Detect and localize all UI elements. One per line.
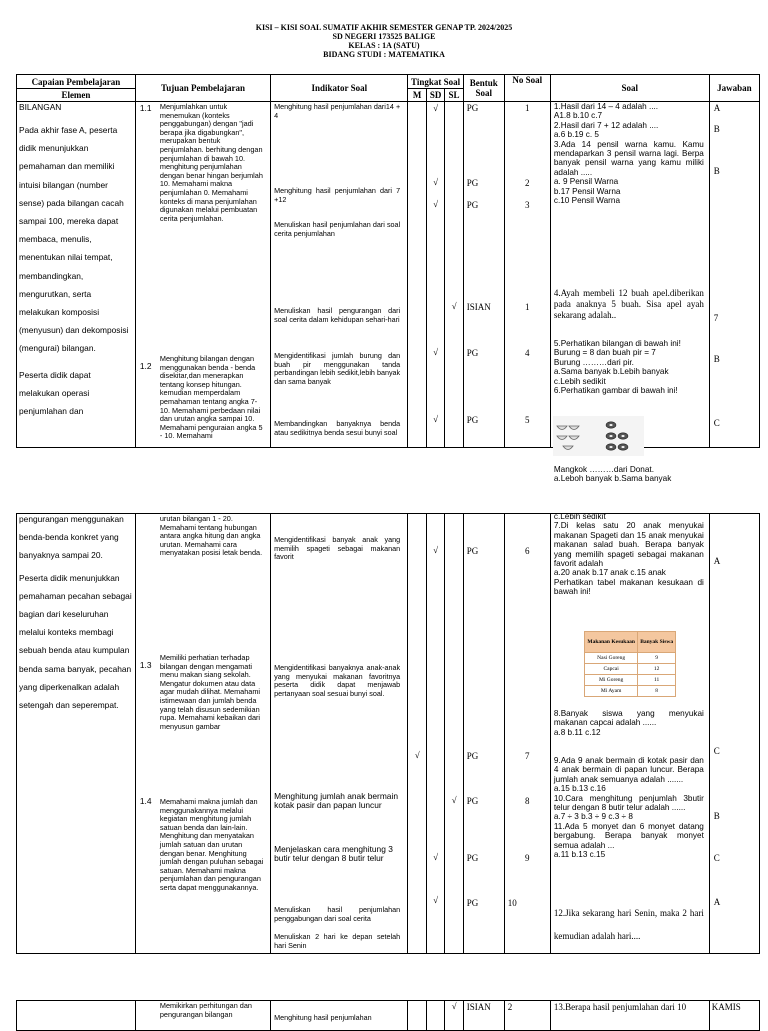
elemen-label: BILANGAN (19, 102, 62, 112)
soal-options: b.17 Pensil Warna (553, 186, 621, 196)
capaian-cell (17, 1001, 136, 1031)
no-soal-value: 2 (507, 1002, 513, 1012)
soal-item (554, 465, 704, 484)
indikator-cell (271, 1001, 408, 1031)
soal-item (554, 102, 704, 205)
tingkat-m-cell (408, 514, 426, 954)
soal-question: Mangkok ………dari Donat. (553, 465, 654, 474)
jawaban-cell (709, 102, 759, 448)
fav-food: Nasi Goreng (584, 653, 638, 664)
col-header-no-soal: No Soal (504, 75, 550, 102)
col-header-tujuan: Tujuan Pembelajaran (135, 75, 270, 102)
soal-cell (550, 102, 709, 484)
bentuk-value: PG (466, 853, 479, 863)
bentuk-cell (463, 1001, 504, 1031)
soal-options: a.6 b.19 c. 5 (553, 130, 599, 140)
no-soal-value: 2 (525, 178, 530, 188)
check-mark: √ (433, 414, 439, 424)
document-title-1: KISI – KISI SOAL SUMATIF AKHIR SEMESTER GENAP TP. 2024/2025 (255, 23, 513, 32)
soal-item (554, 512, 704, 597)
soal-options: c.Lebih sedikit (553, 376, 606, 386)
col-header-elemen: Elemen (17, 89, 136, 102)
check-mark: √ (433, 895, 439, 905)
tingkat-sd-cell (426, 1001, 444, 1031)
col-header-sd: SD (426, 89, 444, 102)
bentuk-value: PG (466, 415, 479, 425)
fav-food: Capcai (584, 664, 638, 675)
soal-question: 1.Hasil dari 14 – 4 adalah .... (553, 102, 659, 111)
tujuan-cell (135, 102, 270, 448)
bentuk-value: PG (466, 796, 479, 806)
check-mark: √ (433, 177, 439, 187)
soal-item: 12.Jika sekarang hari Senin, maka 2 hari kemudian adalah hari.... (553, 908, 704, 941)
jawaban-value: KAMIS (711, 1002, 741, 1012)
no-soal-value: 7 (525, 751, 530, 761)
bentuk-value: PG (466, 898, 479, 908)
soal-options: a.11 b.13 c.15 (553, 850, 606, 860)
capaian-cell (17, 102, 136, 448)
indikator-text: Mengidentifikasi jumlah burung dan buah pir menggunakan tanda perbandingan lebih sedikit,lebih banyak dan sama banyak (274, 351, 401, 386)
indikator-text: Menghitung hasil penjumlahan (274, 1013, 372, 1022)
favorite-food-table (584, 631, 676, 697)
soal-question: Burung ………dari pir. (553, 357, 634, 367)
tingkat-m-cell (408, 102, 426, 448)
tp-text: Memahami makna jumlah dan menggunakannya melalui kegiatan menghitung jumlah satuan benda dan lain-lain. Menghitung dan menyatakan jumlah satuan dan urutan dengan benar. Menghitung jumlah dengan puluhan sebagai satuan. Memahami makna penjumlahan dan pengurangan serta dapat menggunakannya. (159, 797, 264, 892)
soal-question: 8.Banyak siswa yang menyukai makanan capcai adalah ...... (553, 709, 704, 728)
check-mark: √ (433, 545, 439, 555)
soal-cell (550, 1001, 709, 1031)
no-soal-cell (504, 514, 550, 954)
check-mark: √ (433, 199, 439, 209)
tp-text: Memiliki perhatian terhadap bilangan dengan mengamati menu makan siang sekolah. Mengatur dokumen atau data agar mudah dilihat. Memahami istimewaan dan jumlah benda yang telah disusun sedemikian rupa. Memahami kebaikan dari menyusun gambar (159, 653, 261, 731)
check-mark: √ (451, 795, 457, 805)
indikator-text: Menuliskan hasil pengurangan dari soal cerita dalam kehidupan sehari-hari (274, 306, 401, 324)
bentuk-cell (463, 514, 504, 954)
soal-question: Burung = 8 dan buah pir = 7 (553, 348, 656, 358)
fav-food: Mi Goreng (584, 675, 638, 686)
no-soal-cell (504, 1001, 550, 1031)
soal-options: c.Lebih sedikit (553, 512, 606, 521)
col-header-tingkat: Tingkat Soal (408, 75, 463, 89)
bowls-and-donuts-image (553, 416, 644, 456)
fav-count: 8 (638, 686, 675, 697)
soal-question: 6.Perhatikan gambar di bawah ini! (553, 386, 678, 396)
no-soal-value: 10 (507, 898, 517, 908)
soal-options: a.7 ÷ 3 b.3 ÷ 9 c.3 ÷ 8 (553, 812, 633, 822)
capaian-text: pengurangan menggunakan benda-benda konkret yang banyaknya sampai 20. (19, 514, 124, 561)
jawaban-value: A (713, 103, 721, 113)
no-soal-value: 8 (525, 796, 530, 806)
no-soal-value: 4 (525, 348, 530, 358)
tp-text: Menjumlahkan untuk menemukan (konteks penggabungan) dengan "jadi berapa jika digabungkan", merupakan bentuk penjumlahan. berhitung dengan penjumlahan di bawah 10. menghitung penjumlahan dengan benar hingan berjumlah 10. Memahami makna penjumlahan 0. Memahami konteks di mana penjumlahan digunakan melalui pembuatan cerita penjumlahan. (159, 102, 263, 223)
check-mark: √ (414, 750, 420, 760)
soal-options: A1.8 b.10 c.7 (553, 111, 603, 121)
no-soal-value: 6 (525, 546, 530, 556)
soal-item (554, 339, 704, 395)
indikator-cell (271, 102, 408, 448)
no-soal-value: 1 (525, 302, 530, 312)
tp-text: Memikirkan perhitungan dan pengurangan bilangan (159, 1001, 252, 1019)
jawaban-value: C (713, 853, 720, 863)
bentuk-cell (463, 102, 504, 448)
soal-question: 2.Hasil dari 7 + 12 adalah .... (553, 120, 659, 130)
tingkat-sl-cell (445, 1001, 463, 1031)
soal-question: 7.Di kelas satu 20 anak menyukai makanan Spageti dan 15 anak menyukai makanan salad buah. Berapa banyak yang memilih spageti sebagai makanan favorit adalah (553, 521, 704, 569)
indikator-text: Membandingkan banyaknya benda atau sedikitnya benda sesui bunyi soal (274, 419, 401, 437)
jawaban-value: C (713, 746, 720, 756)
col-header-bentuk: Bentuk Soal (463, 75, 504, 102)
no-soal-value: 3 (525, 200, 530, 210)
col-header-jawaban: Jawaban (709, 75, 759, 102)
jawaban-value: C (713, 418, 720, 428)
soal-options: c.10 Pensil Warna (553, 196, 620, 206)
fav-count: 12 (638, 664, 675, 675)
fav-count: 11 (638, 675, 675, 686)
tujuan-cell (135, 1001, 270, 1031)
check-mark: √ (451, 1001, 457, 1011)
kisi-table-page3 (16, 1000, 760, 1031)
indikator-text: Mengidentifikasi banyak anak yang memilih spageti sebagai makanan favorit (274, 535, 401, 561)
bentuk-value: PG (466, 546, 479, 556)
soal-question: 3.Ada 14 pensil warna kamu. Kamu mendaparkan 3 pensil warna lagi. Berpa banyak pensil warna yang kamu miliki adalah ..... (553, 139, 704, 177)
jawaban-value: B (713, 166, 720, 176)
capaian-text-2: Peserta didik dapat melakukan operasi penjumlahan dan (19, 369, 91, 417)
kisi-table-page1 (16, 74, 760, 484)
indikator-text: Menuliskan hasil penjumlahan penggabungan dari soal cerita (274, 905, 401, 923)
check-mark: √ (433, 103, 439, 113)
tp-text: Menghitung bilangan dengan menggunakan benda - benda disekitar,dan menerapkan tentang konsep hitungan. kemudian memperdalam pemahaman tentang angka 7-10. Memahami perbedaan nilai dan urutan angka sampai 10. Memahami penguraian angka 5 - 10. Memahami (159, 354, 263, 441)
soal-question: Perhatikan tabel makanan kesukaan di bawah ini! (553, 577, 704, 597)
check-mark: √ (433, 852, 439, 862)
jawaban-value: A (713, 556, 721, 566)
tp-text: urutan bilangan 1 - 20. Memahami tentang hubungan antara angka hitung dan angka urutan. Memahami cara menyatakan posisi letak benda. (159, 514, 263, 558)
col-header-indikator: Indikator Soal (271, 75, 408, 102)
capaian-text-2: Peserta didik menunjukkan pemahaman pecahan sebagai bagian dari keseluruhan melalui konteks membagi sebuah benda atau kumpulan benda sama banyak, pecahan yang diperkenalkan adalah setengah dan seperempat. (19, 572, 132, 711)
bentuk-value: PG (466, 751, 479, 761)
bentuk-value: PG (466, 348, 479, 358)
indikator-text: Menuliskan hasil penjumlahan dari soal cerita penjumlahan (274, 220, 401, 238)
tp-number: 1.4 (139, 796, 152, 806)
no-soal-value: 9 (525, 853, 530, 863)
tp-number: 1.2 (139, 361, 152, 371)
jawaban-value: 7 (713, 313, 719, 323)
indikator-text: Mengidentifikasi banyaknya anak-anak yang menyukai makanan favoritnya peserta didik dapat menjawab pertanyaan soal sesuai bunyi soal. (274, 663, 401, 698)
capaian-cell (17, 514, 136, 954)
soal-cell (550, 514, 709, 954)
fav-header: Banyak Siswa (638, 632, 675, 653)
soal-question: 10.Cara menghitung penjumlah 3butir telur dengan 8 butir telur adalah ...... (553, 793, 704, 813)
tp-number: 1.1 (139, 103, 152, 113)
soal-item (554, 756, 704, 859)
soal-options: a. 9 Pensil Warna (553, 177, 619, 187)
jawaban-value: B (713, 124, 720, 134)
indikator-cell (271, 514, 408, 954)
soal-options: a.Leboh banyak b.Sama banyak (553, 474, 672, 484)
check-mark: √ (451, 301, 457, 311)
tingkat-sd-cell (426, 102, 444, 448)
bentuk-value: PG (466, 103, 479, 113)
indikator-text: Menghitung jumlah anak bermain kotak pasir dan papan luncur (274, 791, 398, 810)
bentuk-value: PG (466, 178, 479, 188)
tingkat-m-cell (408, 1001, 426, 1031)
indikator-text: Menjelaskan cara menghitung 3 butir telur dengan 8 butir telur (274, 844, 393, 863)
col-header-soal: Soal (550, 75, 709, 102)
jawaban-cell (709, 1001, 759, 1031)
document-title-class: KELAS : 1A (SATU) (348, 41, 420, 50)
col-header-m: M (408, 89, 426, 102)
kisi-table-page2 (16, 513, 760, 954)
document-title-school: SD NEGERI 173525 BALIGE (332, 32, 436, 41)
tujuan-cell (135, 514, 270, 954)
tingkat-sl-cell (445, 514, 463, 954)
indikator-text: Menuliskan 2 hari ke depan setelah hari Senin (274, 932, 401, 950)
fav-count: 9 (638, 653, 675, 664)
soal-item (554, 709, 704, 737)
indikator-text: Menghitung hasil penjumlahan dari14 + 4 (274, 102, 401, 120)
bentuk-value: ISIAN (466, 302, 491, 312)
jawaban-value: B (713, 354, 720, 364)
no-soal-cell (504, 102, 550, 448)
jawaban-cell (709, 514, 759, 954)
document-title-subject: BIDANG STUDI : MATEMATIKA (323, 50, 445, 59)
soal-options: a.8 b.11 c.12 (553, 727, 601, 737)
soal-item: 4.Ayah membeli 12 buah apel.diberikan pada anaknya 5 buah. Sisa apel ayah sekarang adalah.. (553, 288, 704, 320)
fav-food: Mi Ayam (584, 686, 638, 697)
bentuk-value: PG (466, 200, 479, 210)
jawaban-value: A (713, 897, 721, 907)
soal-question: 11.Ada 5 monyet dan 6 monyet datang bergabung. Berapa banyak monyet semua adalah ... (553, 821, 704, 850)
indikator-text: Menghitung hasil penjumlahan dari 7 +12 (274, 186, 401, 204)
no-soal-value: 1 (525, 103, 530, 113)
soal-question: 9.Ada 9 anak bermain di kotak pasir dan 4 anak bermain di papan luncur. Berapa jumlah anak semuanya adalah ....... (553, 756, 704, 784)
soal-options: a.20 anak b.17 anak c.15 anak (553, 568, 666, 578)
bentuk-value: ISIAN (466, 1002, 491, 1012)
col-header-capaian: Capaian Pembelajaran (17, 75, 136, 89)
jawaban-value: B (713, 811, 720, 821)
capaian-text: Pada akhir fase A, peserta didik menunjukkan pemahaman dan memiliki intuisi bilangan (number sense) pada bilangan cacah sampai 100, mereka dapat membaca, menulis, menentukan nilai tempat, membandingkan, mengurutkan, serta melakukan komposisi (menyusun) dan dekomposisi (mengurai) bilangan. (19, 125, 129, 354)
check-mark: √ (433, 347, 439, 357)
fav-header: Makanan Kesukaan (584, 632, 638, 653)
tp-number: 1.3 (139, 660, 152, 670)
soal-options: a.15 b.13 c.16 (553, 784, 606, 794)
soal-options: a.Sama banyak b.Lebih banyak (553, 367, 669, 377)
soal-question: 5.Perhatikan bilangan di bawah ini! (553, 339, 681, 348)
soal-item: 13.Berapa hasil penjumlahan dari 10 (553, 1002, 687, 1012)
tingkat-sd-cell (426, 514, 444, 954)
col-header-sl: SL (445, 89, 463, 102)
tingkat-sl-cell (445, 102, 463, 448)
no-soal-value: 5 (525, 415, 530, 425)
